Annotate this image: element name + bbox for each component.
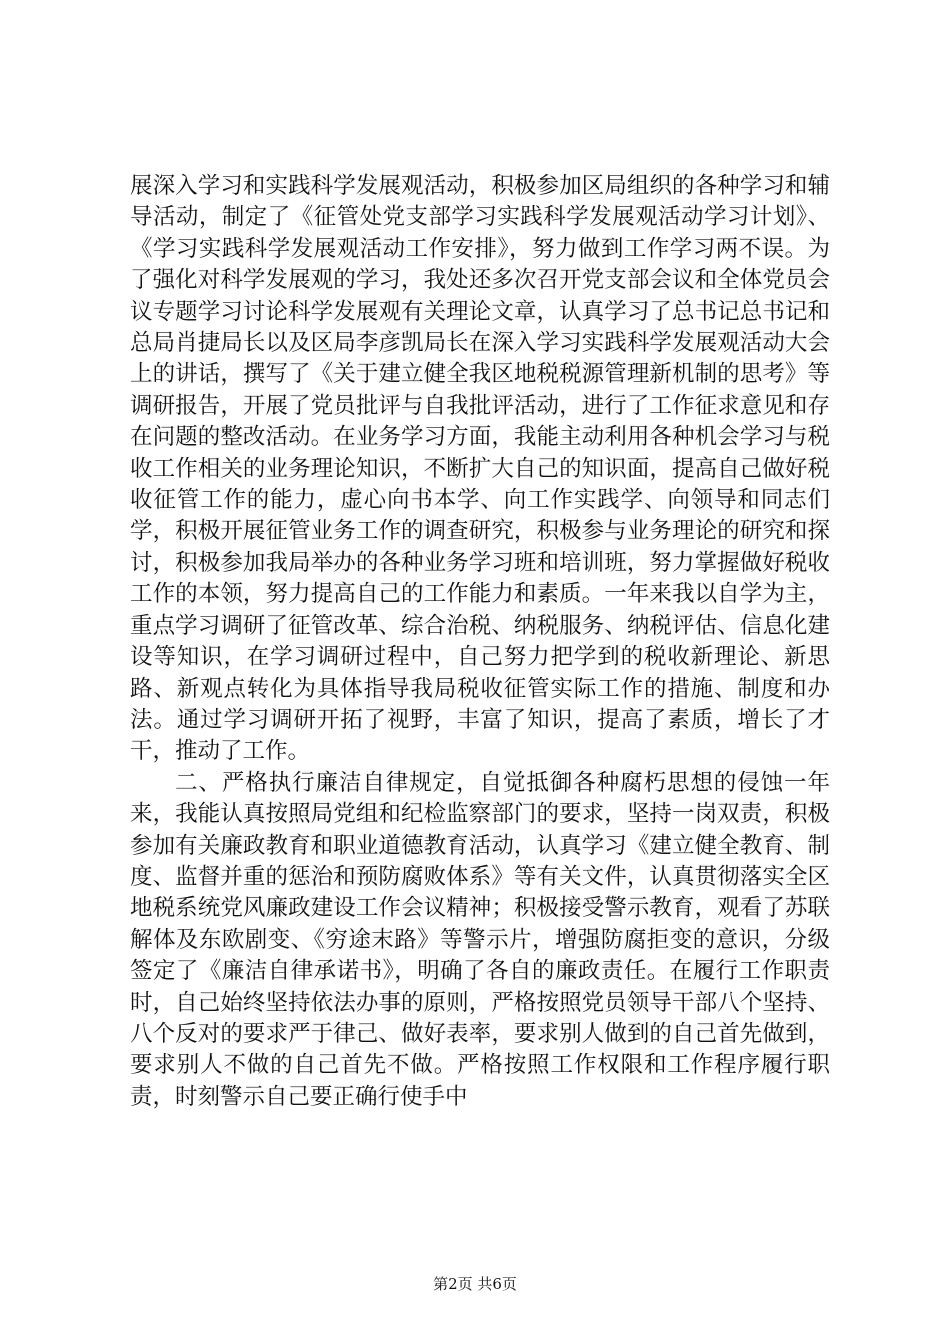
page-footer: 第2页 共6页 (433, 1275, 517, 1293)
paragraph-section-two: 二、严格执行廉洁自律规定，自觉抵御各种腐朽思想的侵蚀一年来，我能认真按照局党组和纪检监察部门的要求，坚持一岗双责，积极参加有关廉政教育和职业道德教育活动，认真学习《建立健全教育、制度、监督并重的惩治和预防腐败体系》等有关文件，认真贯彻落实全区地税系统党风廉政建设工作会议精神；积极接受警示教育，观看了苏联解体及东欧剧变、《穷途末路》等警示片，增强防腐拒变的意识，分级签定了《廉洁自律承诺书》，明确了各自的廉政责任。在履行工作职责时，自己始终坚持依法办事的原则，严格按照党员领导干部八个坚持、八个反对的要求严于律己、做好表率，要求别人做到的自己首先做到，要求别人不做的自己首先不做。严格按照工作权限和工作程序履行职责，时刻警示自己要正确行使手中 (130, 769, 830, 1110)
paragraph-continuation: 展深入学习和实践科学发展观活动，积极参加区局组织的各种学习和辅导活动，制定了《征管处党支部学习实践科学发展观活动学习计划》、《学习实践科学发展观活动工作安排》，努力做到工作学习两不误。为了强化对科学发展观的学习，我处还多次召开党支部会议和全体党员会议专题学习讨论科学发展观有关理论文章，认真学习了总书记总书记和总局肖捷局长以及区局李彦凯局长在深入学习实践科学发展观活动大会上的讲话，撰写了《关于建立健全我区地税税源管理新机制的思考》等调研报告，开展了党员批评与自我批评活动，进行了工作征求意见和存在问题的整改活动。在业务学习方面，我能主动利用各种机会学习与税收工作相关的业务理论知识，不断扩大自己的知识面，提高自己做好税收征管工作的能力，虚心向书本学、向工作实践学、向领导和同志们学，积极开展征管业务工作的调查研究，积极参与业务理论的研究和探讨，积极参加我局举办的各种业务学习班和培训班，努力掌握做好税收工作的本领，努力提高自己的工作能力和素质。一年来我以自学为主，重点学习调研了征管改革、综合治税、纳税服务、纳税评估、信息化建设等知识，在学习调研过程中，自己努力把学到的税收新理论、新思路、新观点转化为具体指导我局税收征管实际工作的措施、制度和办法。通过学习调研开拓了视野，丰富了知识，提高了素质，增长了才干，推动了工作。 (130, 173, 830, 765)
document-body (130, 171, 830, 1113)
